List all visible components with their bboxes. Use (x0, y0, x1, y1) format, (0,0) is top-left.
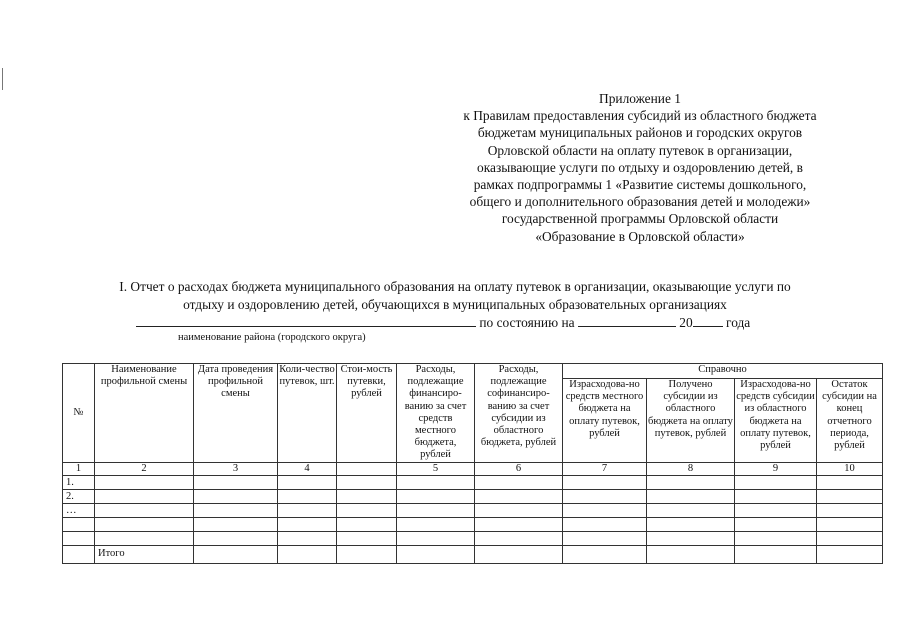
table-cell (278, 517, 337, 531)
table-cell (563, 517, 647, 531)
report-title-line-1: I. Отчет о расходах бюджета муниципального образования на оплату путевок в организации, оказывающие услуги по (119, 279, 791, 294)
table-row (63, 517, 883, 531)
header-shift-name: Наименование профильной смены (95, 364, 194, 463)
table-cell (817, 475, 883, 489)
table-cell (95, 517, 194, 531)
appendix-line: рамках подпрограммы 1 «Развитие системы дошкольного, (473, 177, 807, 193)
total-row (63, 545, 883, 563)
table-cell (475, 517, 563, 531)
appendix-line: Орловской области на оплату путевок в организации, (487, 142, 793, 158)
district-caption: наименование района (городского округа) (178, 332, 366, 343)
header-shift-date: Дата проведения профильной смены (194, 364, 278, 463)
table-cell (735, 503, 817, 517)
table-cell (278, 531, 337, 545)
index-cell: 8 (647, 462, 735, 475)
table-cell (647, 517, 735, 531)
table-cell (337, 503, 397, 517)
table-cell (817, 545, 883, 563)
header-voucher-count: Коли-чество путевок, шт. (278, 364, 337, 463)
appendix-line: к Правилам предоставления субсидий из областного бюджета (463, 108, 817, 124)
header-local-spent: Израсходова-но средств местного бюджета на оплату путевок, рублей (563, 378, 647, 462)
appendix-line: оказывающие услуги по отдыху и оздоровлению детей, в (477, 159, 803, 175)
as-of-label: по состоянию на (479, 315, 575, 330)
table-cell (563, 531, 647, 545)
table-cell (475, 489, 563, 503)
table-cell (647, 489, 735, 503)
appendix-line: государственной программы Орловской области (501, 211, 779, 227)
report-title (60, 278, 850, 313)
index-cell: 6 (475, 462, 563, 475)
appendix-title: Приложение 1 (599, 91, 681, 106)
appendix-line: общего и дополнительного образования детей и молодежи» (469, 194, 811, 210)
table-cell (397, 503, 475, 517)
district-blank (136, 314, 476, 327)
table-cell (563, 503, 647, 517)
table-cell (194, 489, 278, 503)
header-subsidy-balance: Остаток субсидии на конец отчетного периода, рублей (817, 378, 883, 462)
index-cell: 10 (817, 462, 883, 475)
table-cell (475, 531, 563, 545)
table-cell (475, 503, 563, 517)
table-cell (475, 545, 563, 563)
table-cell (563, 545, 647, 563)
header-subsidy-received: Получено субсидии из областного бюджета на оплату путевок, рублей (647, 378, 735, 462)
table-cell (397, 489, 475, 503)
table-cell (337, 475, 397, 489)
index-cell: 1 (63, 462, 95, 475)
index-cell: 4 (278, 462, 337, 475)
table-cell (95, 475, 194, 489)
index-cell: 7 (563, 462, 647, 475)
total-label: Итого (95, 545, 194, 563)
table-cell (194, 517, 278, 531)
table-row (63, 489, 883, 503)
table-cell (194, 531, 278, 545)
header-row-1 (63, 364, 883, 379)
header-subsidy-spent: Израсходова-но средств субсидии из областного бюджета на оплату путевок, рублей (735, 378, 817, 462)
table-cell (397, 475, 475, 489)
table-cell (817, 503, 883, 517)
report-table (62, 363, 883, 564)
table-cell (278, 475, 337, 489)
table-cell (95, 489, 194, 503)
appendix-line: «Образование в Орловской области» (535, 228, 745, 244)
table-cell (63, 545, 95, 563)
table-cell (95, 531, 194, 545)
row-number: … (63, 503, 95, 517)
index-cell (337, 462, 397, 475)
header-local-expenses: Расходы, подлежащие финансиро-ванию за счет средств местного бюджета, рублей (397, 364, 475, 463)
table-cell (735, 489, 817, 503)
table-cell (397, 531, 475, 545)
table-cell (817, 517, 883, 531)
table-cell (337, 489, 397, 503)
header-num: № (63, 364, 95, 463)
table-row (63, 531, 883, 545)
header-reference-group: Справочно (563, 364, 883, 379)
table-cell (647, 503, 735, 517)
table-cell (647, 475, 735, 489)
table-cell (194, 475, 278, 489)
table-row (63, 503, 883, 517)
table-cell (647, 531, 735, 545)
margin-mark (2, 68, 3, 90)
table-cell (278, 503, 337, 517)
header-voucher-cost: Стои-мость путевки, рублей (337, 364, 397, 463)
table-cell (278, 545, 337, 563)
date-blank (578, 314, 676, 327)
header-cofinancing: Расходы, подлежащие софинансиро-ванию за счет субсидии из областного бюджета, рублей (475, 364, 563, 463)
table-cell (735, 545, 817, 563)
index-cell: 9 (735, 462, 817, 475)
table-cell (475, 475, 563, 489)
table-cell (563, 475, 647, 489)
index-cell: 5 (397, 462, 475, 475)
table-cell (337, 545, 397, 563)
table-cell (735, 475, 817, 489)
year-prefix: 20 (679, 315, 693, 330)
table-cell (735, 517, 817, 531)
row-number (63, 517, 95, 531)
table-cell (397, 517, 475, 531)
table-cell (817, 531, 883, 545)
table-cell (194, 503, 278, 517)
table-cell (194, 545, 278, 563)
table-cell (563, 489, 647, 503)
year-suffix: года (726, 315, 751, 330)
table-cell (95, 503, 194, 517)
appendix-header (430, 90, 850, 245)
table-cell (735, 531, 817, 545)
row-number: 2. (63, 489, 95, 503)
year-blank (693, 314, 723, 327)
table-cell (397, 545, 475, 563)
row-number: 1. (63, 475, 95, 489)
table-cell (647, 545, 735, 563)
row-number (63, 531, 95, 545)
appendix-line: бюджетам муниципальных районов и городских округов (477, 125, 803, 141)
table-row (63, 475, 883, 489)
table-cell (278, 489, 337, 503)
table-cell (817, 489, 883, 503)
district-date-line (136, 314, 750, 331)
index-cell: 3 (194, 462, 278, 475)
column-index-row (63, 462, 883, 475)
report-title-line-2: отдыху и оздоровлению детей, обучающихся в муниципальных образовательных организациях (183, 296, 727, 312)
table-cell (337, 517, 397, 531)
table-cell (337, 531, 397, 545)
index-cell: 2 (95, 462, 194, 475)
